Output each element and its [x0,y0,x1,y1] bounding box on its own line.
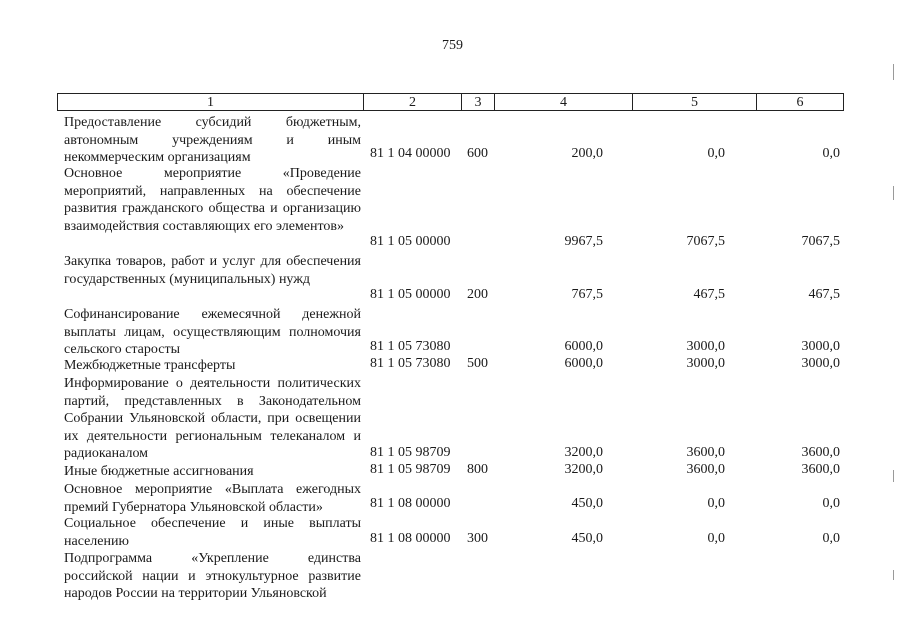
row-value-col6: 467,5 [808,287,840,302]
row-value-col6: 3000,0 [801,356,840,371]
scan-mark [893,186,894,200]
row-value-col5: 0,0 [707,496,725,511]
row-description: Предоставление субсидий бюджетным, автономным учреждениям и иным некоммерческим организациям [64,115,361,165]
column-header-2: 2 [364,94,462,111]
row-vr: 600 [467,146,488,161]
row-description: Социальное обеспечение и иные выплаты населению [64,516,361,549]
column-header-4: 4 [495,94,633,111]
row-value-col5: 3000,0 [686,356,725,371]
row-value-col5: 467,5 [693,287,725,302]
column-header-table [57,93,844,111]
row-description: Иные бюджетные ассигнования [64,464,254,479]
row-code: 81 1 05 73080 [370,356,451,371]
row-description: Межбюджетные трансферты [64,358,236,373]
row-code: 81 1 08 00000 [370,531,451,546]
row-value-col6: 3000,0 [801,339,840,354]
scan-mark [893,64,894,80]
column-header-6: 6 [757,94,844,111]
row-value-col6: 0,0 [822,496,840,511]
row-value-col4: 200,0 [571,146,603,161]
row-vr: 300 [467,531,488,546]
row-vr: 800 [467,462,488,477]
row-value-col5: 0,0 [707,146,725,161]
row-code: 81 1 05 98709 [370,445,451,460]
row-description: Софинансирование ежемесячной денежной выплаты лицам, осуществляющим полномочия сельского старосты [64,307,361,357]
page-number: 759 [442,38,463,53]
column-header-5: 5 [633,94,757,111]
row-description: Основное мероприятие «Выплата ежегодных премий Губернатора Ульяновской области» [64,482,361,515]
row-value-col6: 0,0 [822,531,840,546]
scan-mark [893,470,894,482]
row-value-col5: 7067,5 [686,234,725,249]
row-value-col5: 3600,0 [686,462,725,477]
row-value-col6: 0,0 [822,146,840,161]
scan-mark [893,570,894,580]
column-header-3: 3 [462,94,495,111]
row-value-col4: 6000,0 [564,339,603,354]
row-value-col5: 0,0 [707,531,725,546]
row-code: 81 1 05 00000 [370,234,451,249]
row-code: 81 1 05 73080 [370,339,451,354]
row-value-col4: 3200,0 [564,462,603,477]
row-value-col5: 3000,0 [686,339,725,354]
row-description: Информирование о деятельности политических партий, представленных в Законодательном Собрании Ульяновской области, при освещении их деятельности региональным телеканалом и радиоканалом [64,376,361,461]
row-description: Подпрограмма «Укрепление единства российской нации и этнокультурное развитие народов России на территории Ульяновской [64,551,361,601]
row-value-col4: 9967,5 [564,234,603,249]
row-value-col4: 767,5 [571,287,603,302]
row-vr: 500 [467,356,488,371]
row-value-col6: 7067,5 [801,234,840,249]
row-code: 81 1 05 98709 [370,462,451,477]
row-value-col6: 3600,0 [801,462,840,477]
row-value-col5: 3600,0 [686,445,725,460]
row-value-col6: 3600,0 [801,445,840,460]
row-value-col4: 450,0 [571,531,603,546]
row-code: 81 1 05 00000 [370,287,451,302]
column-header-1: 1 [58,94,364,111]
row-description: Закупка товаров, работ и услуг для обеспечения государственных (муниципальных) нужд [64,254,361,287]
row-code: 81 1 08 00000 [370,496,451,511]
row-code: 81 1 04 00000 [370,146,451,161]
row-value-col4: 3200,0 [564,445,603,460]
row-description: Основное мероприятие «Проведение мероприятий, направленных на обеспечение развития гражданского общества и организацию взаимодействия составляющих его элементов» [64,166,361,234]
row-vr: 200 [467,287,488,302]
row-value-col4: 450,0 [571,496,603,511]
row-value-col4: 6000,0 [564,356,603,371]
